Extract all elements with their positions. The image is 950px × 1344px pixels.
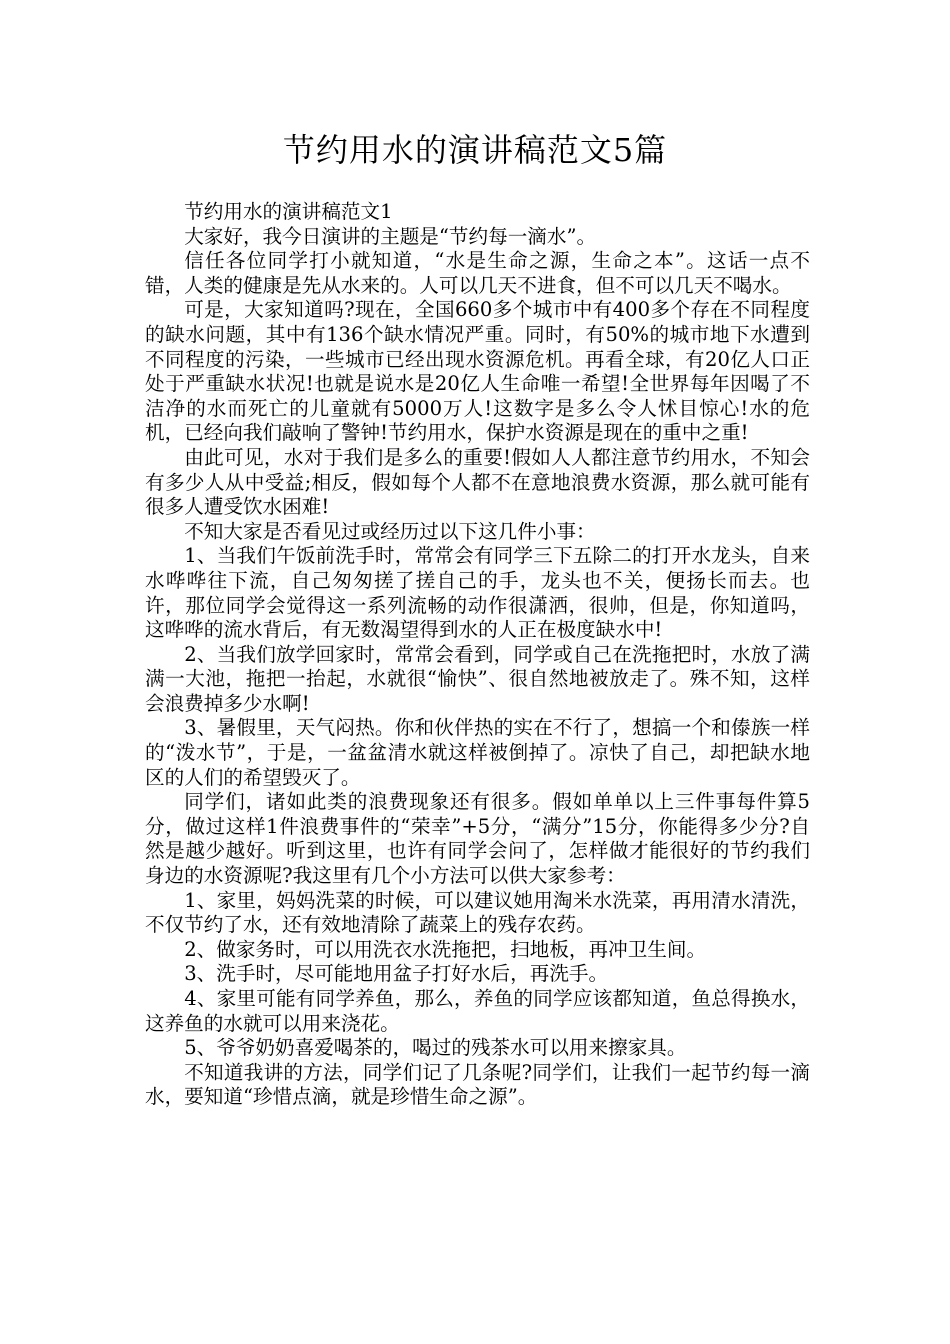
paragraph: 不知道我讲的方法，同学们记了几条呢?同学们，让我们一起节约每一滴水，要知道“珍惜点滴，就是珍惜生命之源”。: [145, 1060, 810, 1109]
section-heading: 节约用水的演讲稿范文1: [184, 200, 393, 223]
list-item: 2、当我们放学回家时，常常会看到，同学或自己在洗拖把时，水放了满满一大池，拖把一抬起，水就很“愉快”、很自然地被放走了。殊不知，这样会浪费掉多少水啊!: [145, 642, 810, 715]
document-title: 节约用水的演讲稿范文5篇: [282, 131, 668, 169]
paragraph: 不知大家是否看见过或经历过以下这几件小事：: [184, 519, 596, 543]
paragraph: 由此可见，水对于我们是多么的重要!假如人人都注意节约用水，不知会有多少人从中受益;相反，假如每个人都不在意地浪费水资源，那么就可能有很多人遭受饮水困难!: [145, 445, 810, 519]
list-item: 3、洗手时，尽可能地用盆子打好水后，再洗手。: [184, 962, 609, 986]
document-body: [145, 200, 810, 1110]
paragraph: 大家好，我今日演讲的主题是“节约每一滴水”。: [184, 224, 597, 248]
paragraph: 信任各位同学打小就知道，“水是生命之源，生命之本”。这话一点不错，人类的健康是先从水来的。人可以几天不进食，但不可以几天不喝水。: [145, 249, 810, 297]
paragraph: 同学们，诸如此类的浪费现象还有很多。假如单单以上三件事每件算5分，做过这样1件浪费事件的“荣幸”+5分，“满分”15分，你能得多少分?自然是越少越好。听到这里，也许有同学会问了，怎样做才能很好的节约我们身边的水资源呢?我这里有几个小方法可以供大家参考：: [145, 790, 810, 888]
list-item: 4、家里可能有同学养鱼，那么，养鱼的同学应该都知道，鱼总得换水，这养鱼的水就可以用来浇花。: [145, 987, 810, 1035]
list-item: 3、暑假里，天气闷热。你和伙伴热的实在不行了，想搞一个和傣族一样的“泼水节”，于是，一盆盆清水就这样被倒掉了。凉快了自己，却把缺水地区的人们的希望毁灭了。: [145, 716, 810, 789]
paragraph: 可是，大家知道吗?现在，全国660多个城市中有400多个存在不同程度的缺水问题，其中有136个缺水情况严重。同时，有50%的城市地下水遭到不同程度的污染，一些城市已经出现水资源危机。再看全球，有20亿人口正处于严重缺水状况!也就是说水是20亿人生命唯一希望!全世界每年因喝了不洁净的水而死亡的儿童就有5000万人!这数字是多么令人怵目惊心!水的危机，已经向我们敲响了警钟!节约用水，保护水资源是现在的重中之重!: [145, 298, 810, 445]
list-item: 2、做家务时，可以用洗衣水洗拖把，扫地板，再冲卫生间。: [184, 937, 707, 961]
list-item: 1、家里，妈妈洗菜的时候，可以建议她用淘米水洗菜，再用清水清洗，不仅节约了水，还有效地清除了蔬菜上的残存农药。: [145, 888, 810, 937]
list-item: 1、当我们午饭前洗手时，常常会有同学三下五除二的打开水龙头，自来水哗哗往下流，自己匆匆搓了搓自己的手，龙头也不关，便扬长而去。也许，那位同学会觉得这一系列流畅的动作很潇洒，很帅，但是，你知道吗，这哗哗的流水背后，有无数渴望得到水的人正在极度缺水中!: [145, 544, 810, 642]
list-item: 5、爷爷奶奶喜爱喝茶的，喝过的残茶水可以用来擦家具。: [184, 1036, 687, 1060]
